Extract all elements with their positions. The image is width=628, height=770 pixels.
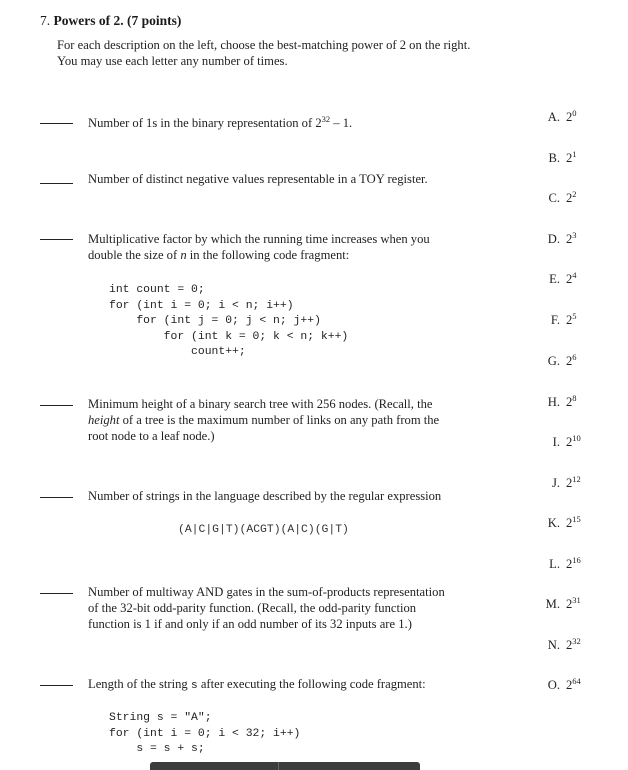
option-e	[540, 272, 610, 287]
option-base: 2	[566, 678, 573, 692]
exponent: 32	[321, 114, 331, 124]
item-text: of the 32-bit odd-parity function. (Recall, the odd-parity function	[88, 601, 417, 615]
item-text: after executing the following code fragment:	[197, 677, 426, 691]
option-exponent: 8	[572, 393, 577, 403]
option-base: 2	[566, 638, 573, 652]
option-base: 2	[566, 395, 573, 409]
question-points: (7 points)	[126, 13, 182, 28]
option-b	[540, 151, 610, 166]
italic-term: height	[88, 413, 120, 427]
answer-blank-2[interactable]	[40, 183, 73, 184]
question-title: Powers of 2.	[53, 13, 124, 28]
item-6-description	[88, 584, 483, 632]
option-exponent: 5	[572, 311, 577, 321]
option-j	[540, 476, 610, 491]
option-exponent: 31	[572, 595, 581, 605]
option-letter: H.	[547, 395, 560, 409]
item-5-description: Number of strings in the language described by the regular expression	[88, 489, 442, 503]
code-line: for (int i = 0; i < n; i++)	[109, 299, 294, 312]
option-base: 2	[566, 232, 573, 246]
code-line: for (int i = 0; i < 32; i++)	[109, 727, 301, 740]
option-exponent: 0	[572, 108, 577, 118]
option-exponent: 4	[572, 270, 577, 280]
item-7-description	[88, 676, 508, 694]
option-base: 2	[566, 354, 573, 368]
option-letter: C.	[548, 191, 560, 205]
option-exponent: 32	[572, 636, 581, 646]
item-text: of a tree is the maximum number of links on any path from the	[119, 413, 440, 427]
toolbar-divider	[278, 762, 279, 770]
option-base: 2	[566, 597, 573, 611]
item-text: Number of 1s in the binary representation of 2	[88, 116, 322, 131]
option-letter: M.	[545, 597, 560, 611]
option-exponent: 15	[572, 514, 581, 524]
option-base: 2	[566, 557, 573, 571]
item-1-description	[88, 111, 483, 131]
variable-n: n	[180, 248, 187, 262]
option-letter: D.	[547, 232, 560, 246]
option-base: 2	[566, 151, 573, 165]
option-base: 2	[566, 435, 573, 449]
item-text: – 1.	[330, 116, 353, 131]
option-letter: J.	[551, 476, 560, 490]
option-a	[540, 110, 610, 125]
option-c	[540, 191, 610, 206]
option-exponent: 6	[572, 352, 577, 362]
item-text: Minimum height of a binary search tree with 256 nodes. (Recall, the	[88, 397, 433, 411]
option-exponent: 1	[572, 149, 577, 159]
option-exponent: 64	[572, 676, 581, 686]
item-text: Multiplicative factor by which the running time increases when you	[88, 232, 430, 246]
option-h	[540, 395, 610, 410]
item-4-description	[88, 396, 483, 444]
instructions-line: For each description on the left, choose the best-matching power of 2 on the right.	[57, 38, 471, 52]
option-letter: O.	[547, 678, 560, 692]
option-m	[540, 597, 610, 612]
viewer-toolbar[interactable]	[150, 762, 420, 770]
option-letter: G.	[547, 354, 560, 368]
option-letter: K.	[547, 516, 560, 530]
variable-s: s	[190, 680, 198, 692]
item-text	[88, 412, 483, 428]
option-o	[540, 678, 610, 693]
code-line: for (int j = 0; j < n; j++)	[109, 315, 321, 328]
item-text: in the following code fragment:	[186, 248, 350, 262]
option-l	[540, 557, 610, 572]
option-exponent: 2	[572, 189, 577, 199]
item-text: double the size of	[88, 248, 181, 262]
item-3-description	[88, 231, 483, 263]
option-letter: F.	[550, 313, 560, 327]
option-letter: I.	[552, 435, 560, 449]
question-number: 7.	[40, 13, 51, 28]
option-letter: N.	[547, 638, 560, 652]
answer-blank-4[interactable]	[40, 405, 73, 406]
regular-expression: (A|C|G|T)(ACGT)(A|C)(G|T)	[178, 524, 349, 536]
item-2-description: Number of distinct negative values representable in a TOY register.	[88, 172, 428, 186]
code-line: String s = "A";	[109, 712, 212, 724]
item-text: Length of the string	[88, 677, 191, 691]
answer-blank-3[interactable]	[40, 239, 73, 240]
option-letter: A.	[547, 110, 560, 124]
option-letter: L.	[549, 557, 560, 571]
option-exponent: 16	[572, 555, 581, 565]
option-base: 2	[566, 313, 573, 327]
option-n	[540, 638, 610, 653]
option-base: 2	[566, 516, 573, 530]
item-3-code	[109, 283, 348, 361]
question-heading	[40, 13, 181, 29]
option-k	[540, 516, 610, 531]
option-letter: B.	[548, 151, 560, 165]
option-letter: E.	[549, 272, 560, 286]
option-g	[540, 354, 610, 369]
option-d	[540, 232, 610, 247]
answer-blank-7[interactable]	[40, 685, 73, 686]
item-text: Number of multiway AND gates in the sum-of-products representation	[88, 585, 445, 599]
item-text: root node to a leaf node.)	[88, 429, 215, 443]
option-base: 2	[566, 191, 573, 205]
option-f	[540, 313, 610, 328]
answer-blank-1[interactable]	[40, 123, 73, 124]
option-base: 2	[566, 272, 573, 286]
option-i	[540, 435, 610, 450]
option-base: 2	[566, 110, 573, 124]
instructions-line: You may use each letter any number of times.	[57, 54, 288, 68]
code-line: int count = 0;	[109, 284, 205, 296]
option-base: 2	[566, 476, 573, 490]
item-text	[88, 247, 483, 263]
item-7-code	[109, 711, 300, 758]
code-line: count++;	[109, 346, 246, 359]
option-exponent: 3	[572, 230, 577, 240]
code-line: s = s + s;	[109, 743, 205, 756]
instructions	[57, 37, 470, 69]
option-exponent: 12	[572, 474, 581, 484]
code-line: for (int k = 0; k < n; k++)	[109, 330, 349, 343]
option-exponent: 10	[572, 433, 581, 443]
answer-blank-5[interactable]	[40, 497, 73, 498]
answer-blank-6[interactable]	[40, 593, 73, 594]
item-text: function is 1 if and only if an odd number of its 32 inputs are 1.)	[88, 617, 412, 631]
